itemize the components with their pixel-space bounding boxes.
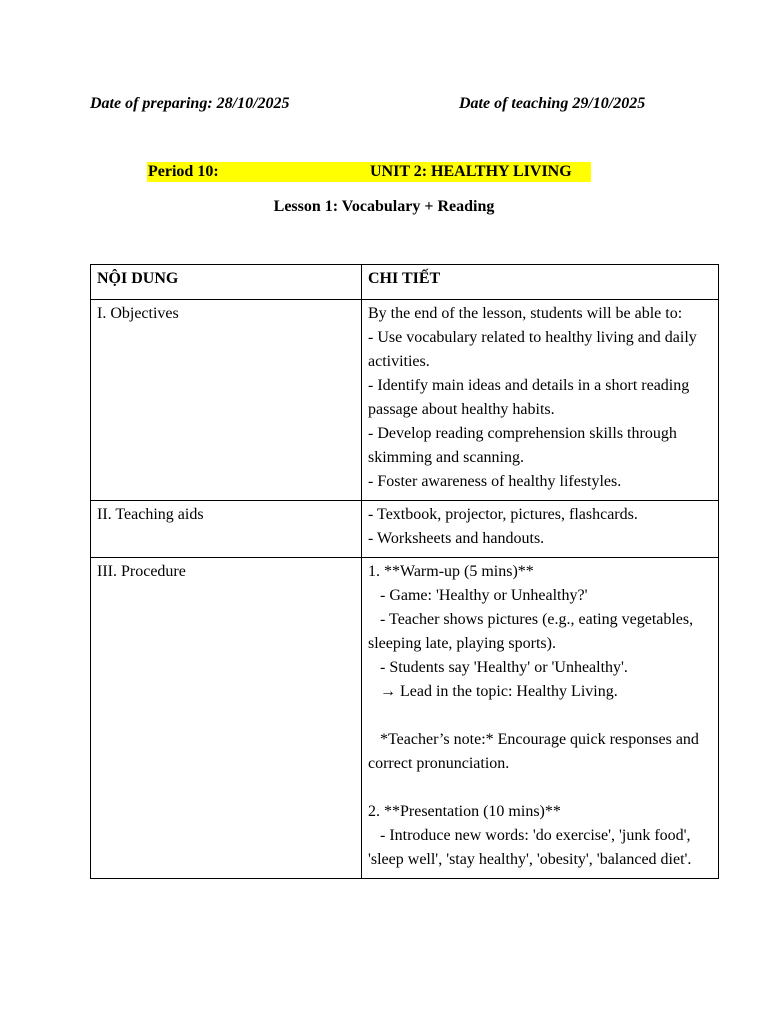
- table-row-objectives: [91, 300, 719, 501]
- table-row-teaching-aids: [91, 501, 719, 558]
- date-of-teaching: Date of teaching 29/10/2025: [459, 95, 646, 112]
- row-label-procedure: III. Procedure: [91, 558, 362, 879]
- unit-title: UNIT 2: HEALTHY LIVING: [370, 163, 572, 180]
- table-header-row: [91, 265, 719, 300]
- detail-line: - Worksheets and handouts.: [368, 530, 545, 547]
- lesson-title: Lesson 1: Vocabulary + Reading: [273, 198, 495, 215]
- detail-line: 2. **Presentation (10 mins)**: [368, 803, 561, 820]
- row-details-procedure: [362, 558, 719, 879]
- detail-line: - Students say 'Healthy' or 'Unhealthy'.: [368, 659, 628, 676]
- blank-line: [368, 704, 712, 728]
- date-of-preparing: Date of preparing: 28/10/2025: [90, 95, 290, 112]
- detail-line: - Identify main ideas and details in a short reading passage about healthy habits.: [368, 377, 694, 418]
- detail-line: - Game: 'Healthy or Unhealthy?': [368, 587, 588, 604]
- period-unit-highlight: [147, 162, 591, 182]
- detail-line: - Introduce new words: 'do exercise', 'junk food', 'sleep well', 'stay healthy', 'obesity', 'balanced diet'.: [368, 827, 695, 868]
- detail-line: *Teacher’s note:* Encourage quick responses and correct pronunciation.: [368, 731, 703, 772]
- detail-line: → Lead in the topic: Healthy Living.: [368, 683, 618, 700]
- lesson-plan-table: [90, 264, 719, 879]
- detail-line: By the end of the lesson, students will be able to:: [368, 305, 683, 322]
- header-chi-tiet: CHI TIẾT: [362, 265, 719, 300]
- row-details-teaching-aids: [362, 501, 719, 558]
- detail-line: - Teacher shows pictures (e.g., eating vegetables, sleeping late, playing sports).: [368, 611, 698, 652]
- table-row-procedure: [91, 558, 719, 879]
- detail-line: - Develop reading comprehension skills through skimming and scanning.: [368, 425, 681, 466]
- detail-line: - Textbook, projector, pictures, flashcards.: [368, 506, 638, 523]
- blank-line: [368, 776, 712, 800]
- detail-line: 1. **Warm-up (5 mins)**: [368, 563, 534, 580]
- period-number: Period 10:: [148, 163, 219, 180]
- detail-line: - Foster awareness of healthy lifestyles.: [368, 473, 622, 490]
- row-label-objectives: I. Objectives: [91, 300, 362, 501]
- header-noi-dung: NỘI DUNG: [91, 265, 362, 300]
- row-label-teaching-aids: II. Teaching aids: [91, 501, 362, 558]
- detail-line: - Use vocabulary related to healthy living and daily activities.: [368, 329, 701, 370]
- row-details-objectives: [362, 300, 719, 501]
